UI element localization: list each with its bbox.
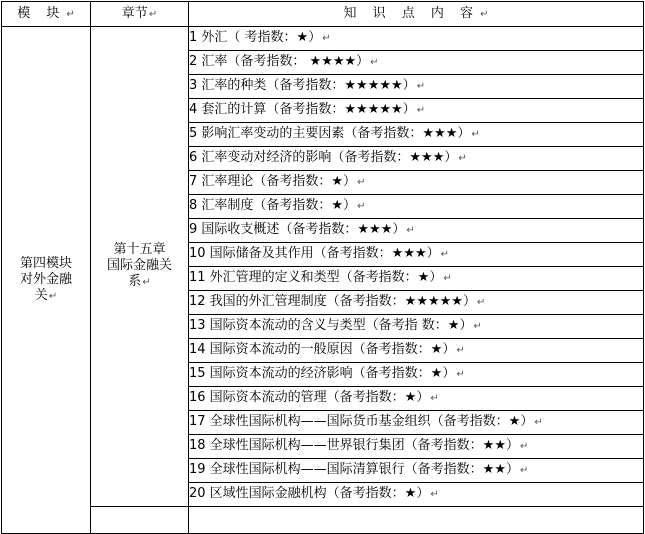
topic-cell: 2 汇率（备考指数： ★★★★）↵ — [189, 51, 644, 75]
topic-cell: 16 国际资本流动的管理（备考指数：★）↵ — [189, 387, 644, 411]
topic-cell: 20 区域性国际金融机构（备考指数：★）↵ — [189, 483, 644, 507]
topic-cell: 7 汇率理论（备考指数：★）↵ — [189, 171, 644, 195]
topic-cell: 8 汇率制度（备考指数：★）↵ — [189, 195, 644, 219]
header-chapter: 章节↵ — [91, 2, 189, 27]
header-content: 知 识 点 内 容↵ — [189, 2, 644, 27]
topic-cell: 10 国际储备及其作用（备考指数：★★★）↵ — [189, 243, 644, 267]
topic-cell: 12 我国的外汇管理制度（备考指数：★★★★★）↵ — [189, 291, 644, 315]
topic-cell: 11 外汇管理的定义和类型（备考指数：★）↵ — [189, 267, 644, 291]
topic-cell: 14 国际资本流动的一般原因（备考指数：★）↵ — [189, 339, 644, 363]
topic-cell: 9 国际收支概述（备考指数：★★★）↵ — [189, 219, 644, 243]
table-row — [2, 27, 644, 51]
topic-cell: 1 外汇（ 考指数：★）↵ — [189, 27, 644, 51]
chapter-cell: 第十五章 国际金融关 系↵ — [91, 27, 189, 507]
syllabus-table — [1, 1, 644, 534]
topic-cell: 6 汇率变动对经济的影响（备考指数：★★★）↵ — [189, 147, 644, 171]
table-row — [2, 507, 644, 534]
topic-cell: 5 影响汇率变动的主要因素（备考指数：★★★）↵ — [189, 123, 644, 147]
header-module: 模 块↵ — [2, 2, 91, 27]
topic-cell: 4 套汇的计算（备考指数：★★★★★）↵ — [189, 99, 644, 123]
topic-cell: 17 全球性国际机构——国际货币基金组织（备考指数：★）↵ — [189, 411, 644, 435]
topic-cell: 18 全球性国际机构——世界银行集团（备考指数：★★）↵ — [189, 435, 644, 459]
topic-cell: 19 全球性国际机构——国际清算银行（备考指数：★★）↵ — [189, 459, 644, 483]
empty-topic-cell — [189, 507, 644, 534]
module-cell: 第四模块 对外金融 关↵ — [2, 27, 91, 534]
topic-cell: 3 汇率的种类（备考指数：★★★★★）↵ — [189, 75, 644, 99]
topic-cell: 13 国际资本流动的含义与类型（备考指 数：★）↵ — [189, 315, 644, 339]
topic-cell: 15 国际资本流动的经济影响（备考指数：★）↵ — [189, 363, 644, 387]
header-row — [2, 2, 644, 27]
empty-chapter-cell — [91, 507, 189, 534]
